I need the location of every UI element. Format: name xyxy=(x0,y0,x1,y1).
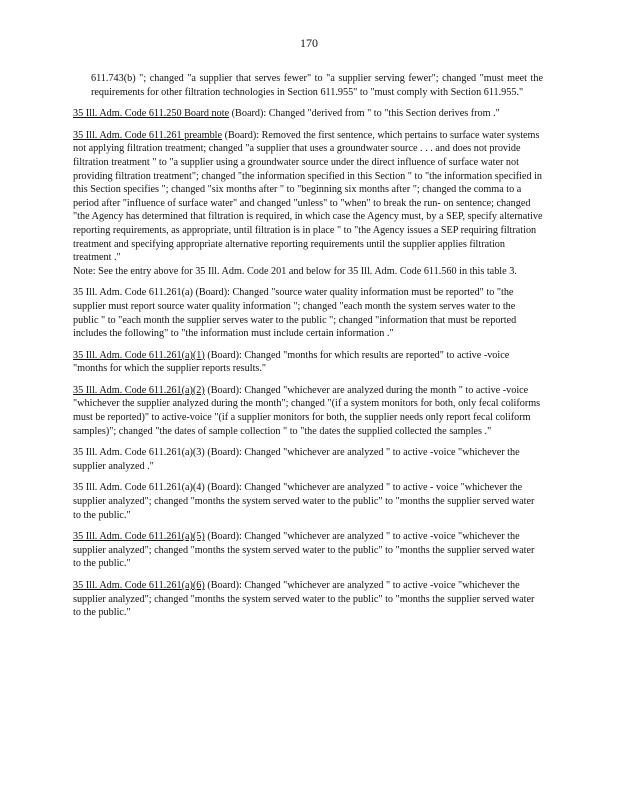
entry-continuation xyxy=(73,72,543,99)
entry-611-261-a-5 xyxy=(73,530,543,571)
entry-611-261-a xyxy=(73,286,543,340)
entry-text: (Board): Changed "source water quality information must be reported" to "the supplier must report source water quality information "; changed "each month the system serves water to the public " to "each month the supplier serves water to the public "; changed "information that must be reported includes the following" to "the information must include certain information ." xyxy=(73,287,517,340)
entry-text: (Board): Changed "whichever are analyzed " to active -voice "whichever the supplier analyzed ." xyxy=(73,447,520,472)
entry-citation: 35 Ill. Adm. Code 611.250 Board note xyxy=(73,108,230,120)
entry-text: 611.743(b) "; changed "a supplier that serves fewer" to "a supplier serving fewer"; changed "must meet the requirements for other filtration technologies in Section 611.955" to "must comply with Section 611.955." xyxy=(91,73,543,98)
entry-611-261-a-4 xyxy=(73,481,543,522)
entry-611-261-a-1 xyxy=(73,349,543,376)
entry-citation: 35 Ill. Adm. Code 611.261(a)(3) xyxy=(73,447,205,459)
entry-text: (Board): Changed "whichever are analyzed during the month " to active -voice "whichever the supplier analyzed during the month"; changed "(if a system monitors for both, only fecal coliforms must be reported)" to active-voice "(if a supplier monitors for both, the supplier needs only report fecal coliform samples)"; changed "the dates of sample collection " to "the dates the supplied collected the samples ." xyxy=(73,384,541,437)
entry-citation: 35 Ill. Adm. Code 611.261(a) xyxy=(73,287,193,299)
entry-text: (Board): Removed the first sentence, which pertains to surface water systems not applying filtration treatment; changed "a supplier that uses a groundwater source . . . and does not provide filtration treatment " to "a supplier using a groundwater source under the direct influence of surface water not providing filtration treatment"; changed "the information specified in this Section " to "the information specified in this Section specifies "; changed "six months after " to "beginning six months after "; changed the comma to a period after "influence of surface water" and changed "unless" to "when" to break the run- on sentence; changed "the Agency has determined that filtration is required, in which case the Agency must, by a SEP, specify alternative reporting requirements, as appropriate, until filtration is in place " to "the Agency issues a SEP requiring filtration treatment and specifying appropriate alternative reporting requirements until the supplier applies filtration treatment ." xyxy=(73,129,543,264)
entry-text: (Board): Changed "whichever are analyzed " to active - voice "whichever the supplier analyzed"; changed "months the system served water to the public" to "months the supplier served water to the public." xyxy=(73,482,535,521)
entry-citation: 35 Ill. Adm. Code 611.261(a)(1) xyxy=(73,349,205,361)
entry-611-261-a-2 xyxy=(73,384,543,438)
entry-611-250-board-note xyxy=(73,107,543,121)
entry-note: Note: See the entry above for 35 Ill. Adm. Code 201 and below for 35 Ill. Adm. Code 611.560 in this table 3. xyxy=(73,265,517,277)
entry-text: (Board): Changed "months for which results are reported" to active -voice "months for which the supplier reports results." xyxy=(73,349,510,375)
page-number: 170 xyxy=(300,36,318,50)
entry-611-261-a-3 xyxy=(73,446,543,473)
entry-611-261-preamble xyxy=(73,129,543,279)
entry-citation: 35 Ill. Adm. Code 611.261(a)(6) xyxy=(73,580,205,591)
entry-text: (Board): Changed "derived from " to "this Section derives from ." xyxy=(229,108,500,120)
entry-citation: 35 Ill. Adm. Code 611.261(a)(2) xyxy=(73,384,205,396)
entry-611-261-a-6 xyxy=(73,579,543,620)
entry-citation: 35 Ill. Adm. Code 611.261(a)(4) xyxy=(73,482,205,494)
entry-citation: 35 Ill. Adm. Code 611.261 preamble xyxy=(73,129,223,141)
entry-text: (Board): Changed "whichever are analyzed " to active -voice "whichever the supplier analyzed"; changed "months the system served water to the public" to "months the supplier served water to the public." xyxy=(73,531,535,570)
entry-text: (Board): Changed "whichever are analyzed " to active -voice "whichever the supplier analyzed"; changed "months the system served water to the public" to "months the supplier served water to the public." xyxy=(73,580,535,619)
entry-citation: 35 Ill. Adm. Code 611.261(a)(5) xyxy=(73,531,205,543)
document-body xyxy=(73,72,543,628)
